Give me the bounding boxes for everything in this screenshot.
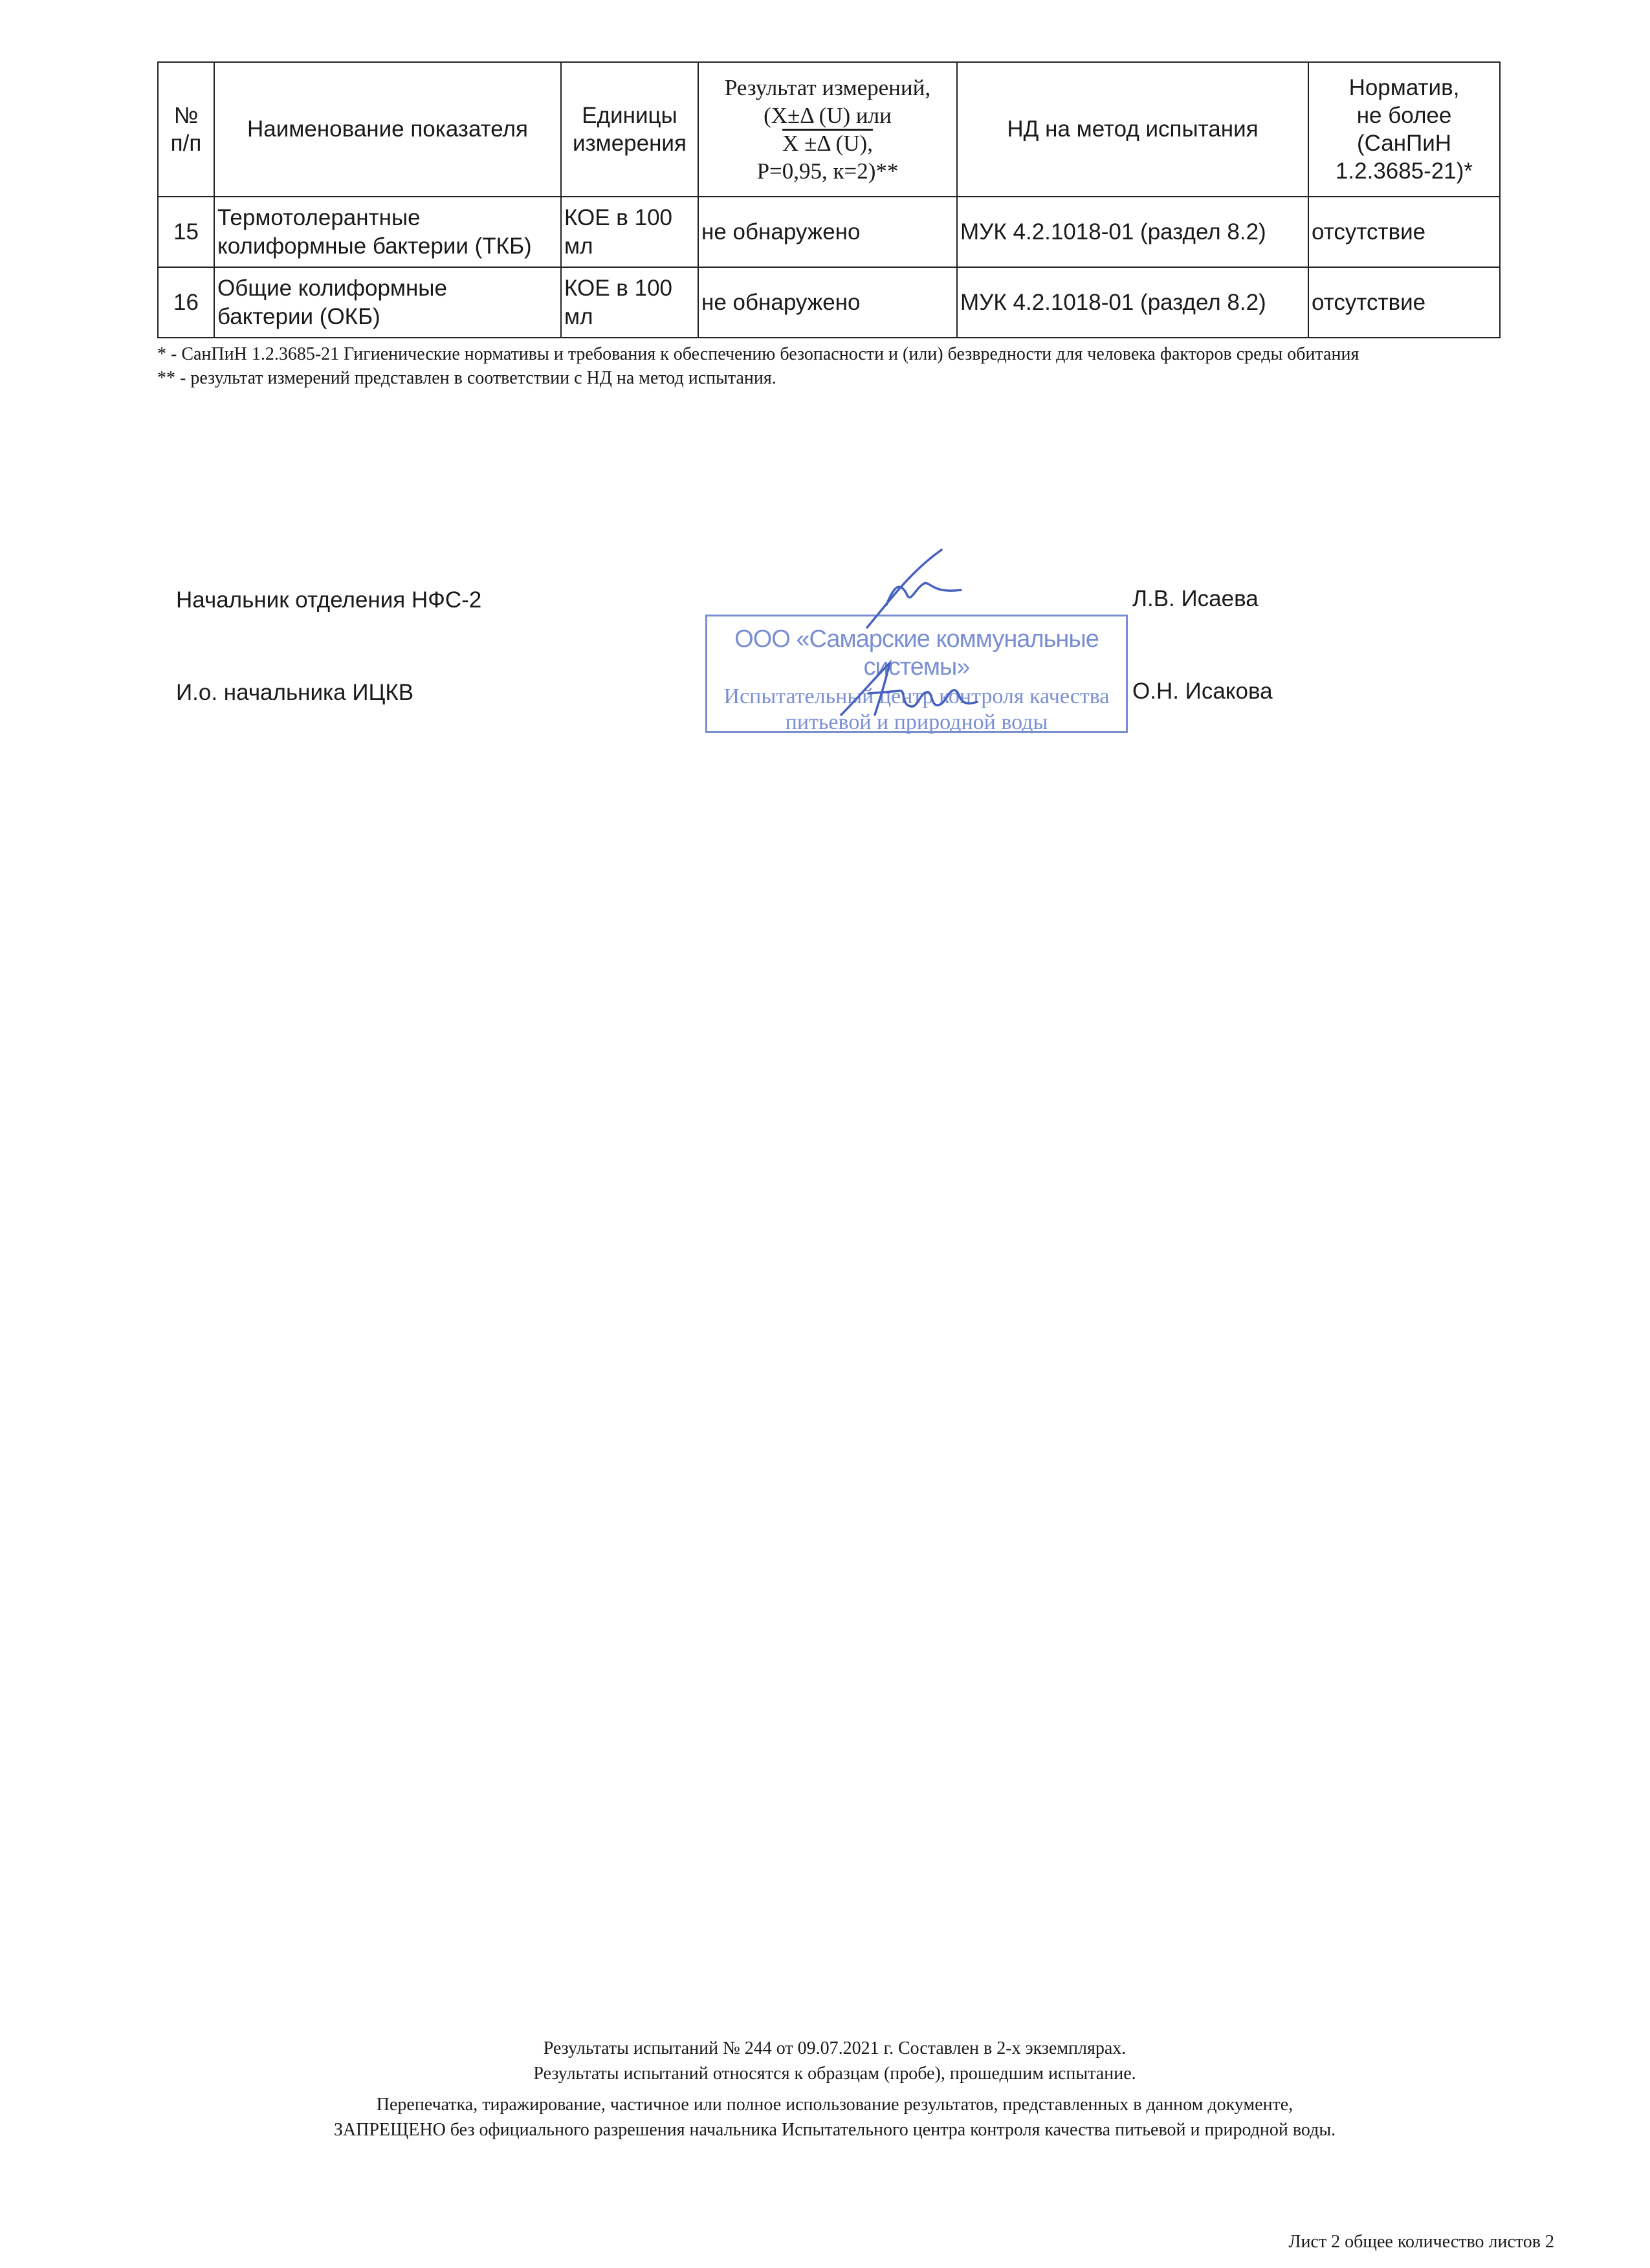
- header-result: Результат измерений, (Х±Δ (U) или Х ±Δ (U), Р=0,95, к=2)**: [698, 62, 957, 197]
- table-row: [158, 197, 1500, 267]
- header-name: Наименование показателя: [214, 62, 561, 197]
- footer-line-3: Перепечатка, тиражирование, частичное или полное использование результатов, представленных в данном документе,: [376, 2095, 1293, 2115]
- footer-line-4: ЗАПРЕЩЕНО без официального разрешения начальника Испытательного центра контроля качества питьевой и природной воды.: [333, 2119, 1336, 2140]
- stamp-line-1: ООО «Самарские коммунальные системы»: [734, 626, 1099, 681]
- document-footer: [194, 2036, 1475, 2143]
- row-unit: КОЕ в 100 мл: [561, 197, 698, 267]
- row-num: 15: [158, 197, 214, 267]
- row-result: не обнаружено: [698, 267, 957, 338]
- signature-2-icon: [828, 653, 990, 731]
- row-result: не обнаружено: [698, 197, 957, 267]
- table-row: [158, 267, 1500, 338]
- footnotes: [157, 343, 1490, 391]
- row-norm: отсутствие: [1308, 267, 1500, 338]
- page-counter: Лист 2 общее количество листов 2: [1288, 2232, 1554, 2252]
- results-table: [157, 61, 1501, 338]
- footer-line-2: Результаты испытаний относятся к образцам (пробе), прошедшим испытание.: [533, 2063, 1136, 2084]
- row-method: МУК 4.2.1018-01 (раздел 8.2): [957, 267, 1308, 338]
- header-method: НД на метод испытания: [957, 62, 1308, 197]
- footnote-result: ** - результат измерений представлен в соответствии с НД на метод испытания.: [157, 367, 776, 388]
- header-num: № п/п: [158, 62, 214, 197]
- signer-role-1: Начальник отделения НФС-2: [176, 587, 482, 613]
- signature-1-icon: [848, 543, 971, 634]
- row-name: Общие колиформные бактерии (ОКБ): [214, 267, 561, 338]
- row-name: Термотолерантные колиформные бактерии (ТКБ): [214, 197, 561, 267]
- table-header-row: [158, 62, 1500, 197]
- footer-line-1: Результаты испытаний № 244 от 09.07.2021 г. Составлен в 2-х экземплярах.: [543, 2038, 1127, 2058]
- row-norm: отсутствие: [1308, 197, 1500, 267]
- row-method: МУК 4.2.1018-01 (раздел 8.2): [957, 197, 1308, 267]
- signer-name-2: О.Н. Исакова: [1132, 679, 1273, 704]
- row-num: 16: [158, 267, 214, 338]
- header-norm: Норматив, не более (СанПиН 1.2.3685-21)*: [1308, 62, 1500, 197]
- row-unit: КОЕ в 100 мл: [561, 267, 698, 338]
- stamp-line-3: питьевой и природной воды: [785, 710, 1048, 735]
- signer-name-1: Л.В. Исаева: [1132, 586, 1259, 611]
- stamp-line-2: Испытательный центр контроля качества: [723, 684, 1110, 708]
- signer-role-2: И.о. начальника ИЦКВ: [176, 680, 414, 705]
- footnote-sanpin: * - СанПиН 1.2.3685-21 Гигиенические нормативы и требования к обеспечению безопасности и (или) безвредности для человека факторов среды обитания: [157, 344, 1359, 364]
- header-unit: Единицы измерения: [561, 62, 698, 197]
